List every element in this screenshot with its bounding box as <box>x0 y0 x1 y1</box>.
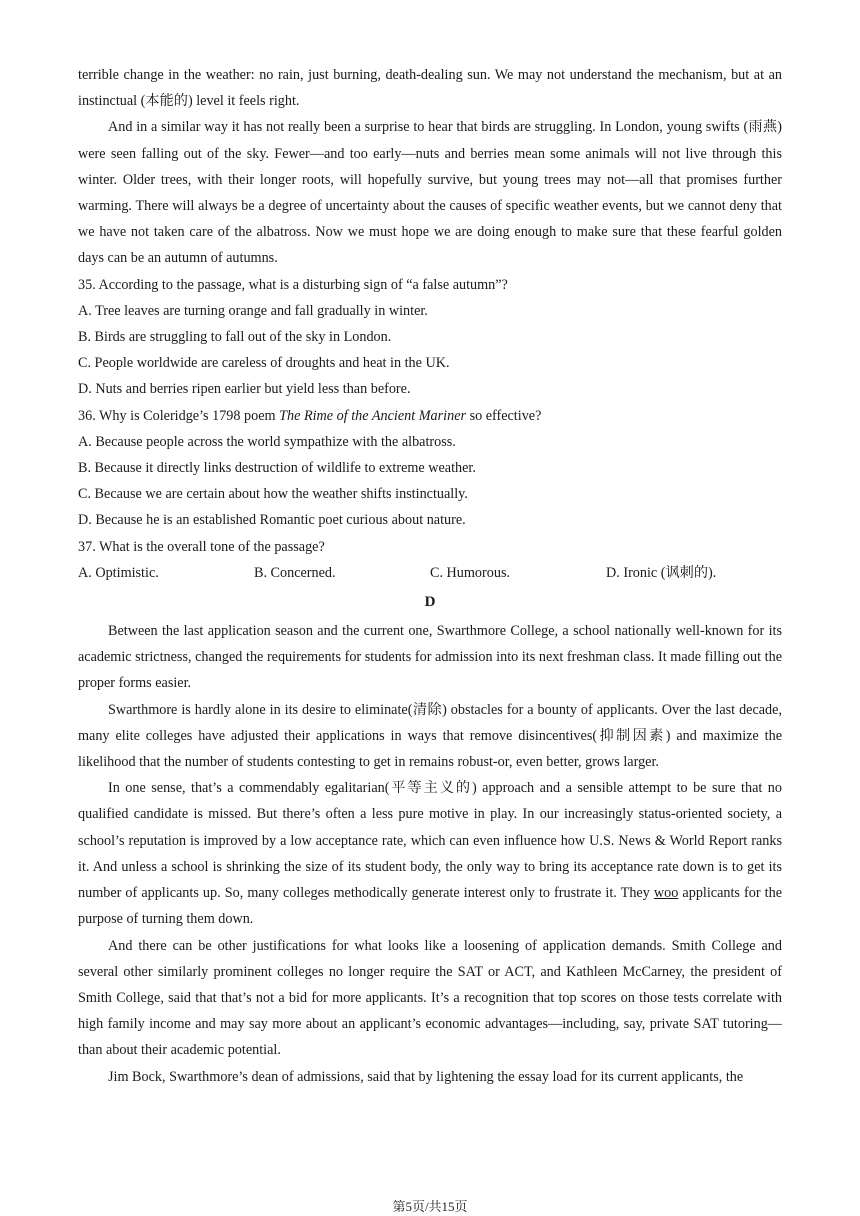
question-35-option-c: C. People worldwide are careless of droughts and heat in the UK. <box>78 355 450 372</box>
question-36-option-d: D. Because he is an established Romantic poet curious about nature. <box>78 512 466 529</box>
passage-d-paragraph-5: Jim Bock, Swarthmore’s dean of admissions, said that by lightening the essay load for its current applicants, the <box>108 1068 744 1085</box>
question-36-stem-post: so effective? <box>466 407 542 424</box>
passage-c-paragraph: terrible change in the weather: no rain, just burning, death-dealing sun. We may not understand the mechanism, but at an instinctual (本能的) level it feels right. <box>78 67 782 110</box>
question-36-option-a: A. Because people across the world sympathize with the albatross. <box>78 433 456 450</box>
question-37-option-d: D. Ironic (讽刺的). <box>606 564 717 581</box>
question-37-options <box>78 560 782 586</box>
poem-title: The Rime of the Ancient Mariner <box>279 407 467 424</box>
question-36-stem-pre: 36. Why is Coleridge’s 1798 poem <box>78 407 280 424</box>
question-37-option-c: C. Humorous. <box>430 564 511 581</box>
passage-c-paragraph: And in a similar way it has not really been a surprise to hear that birds are struggling. In London, young swifts (雨燕) were seen falling out of the sky. Fewer—and too early—nuts and berries mean some animals will not live through this winter. Older trees, with their longer roots, will hopefully survive, but young trees may not—all that promises further warming. There will always be a degree of uncertainty about the causes of specific weather events, but we cannot deny that we have not taken care of the albatross. Now we must hope we are doing enough to make sure that these fearful golden days can be an autumn of autumns. <box>78 119 782 267</box>
question-35-option-d: D. Nuts and berries ripen earlier but yield less than before. <box>78 381 411 398</box>
question-35-stem: 35. According to the passage, what is a disturbing sign of “a false autumn”? <box>78 276 508 293</box>
passage-d-paragraph-3-text: In one sense, that’s a commendably egalitarian(平等主义的) approach and a sensible attempt to be sure that no qualified candidate is missed. But there’s often a less pure motive in play. In our increasingly status-oriented society, a school’s reputation is improved by a low acceptance rate, which can even influence how U.S. News & World Report ranks it. And unless a school is shrinking the size of its student body, the only way to bring its acceptance rate down is to get its number of applicants up. So, many colleges methodically generate interest only to frustrate it. They <box>78 780 782 902</box>
question-35-option-a: A. Tree leaves are turning orange and fall gradually in winter. <box>78 302 428 319</box>
page-number: 第5页/共15页 <box>392 1199 468 1214</box>
passage-d-paragraph-3 <box>78 775 782 932</box>
question-36-option-c: C. Because we are certain about how the weather shifts instinctually. <box>78 486 468 503</box>
passage-d-paragraph-4: And there can be other justifications for what looks like a loosening of application demands. Smith College and several other similarly prominent colleges no longer require the SAT or ACT, and Kathleen McCarney, the president of Smith College, said that that’s not a bid for more applicants. It’s a recognition that top scores on those tests correlate with high family income and may say more about an applicant’s economic advantages—including, say, private SAT tutoring—than about their academic potential. <box>78 937 782 1059</box>
passage-d-paragraph-1: Between the last application season and the current one, Swarthmore College, a school nationally well-known for its academic strictness, changed the requirements for students for admission into its next freshman class. It made filling out the proper forms easier. <box>78 623 782 692</box>
question-37-option-a: A. Optimistic. <box>78 564 159 581</box>
passage-d-paragraph-2: Swarthmore is hardly alone in its desire to eliminate(清除) obstacles for a bounty of applicants. Over the last decade, many elite colleges have adjusted their applications in ways that remove disincentives(抑制因素) and maximize the likelihood that the number of students contesting to get in remains robust-or, even better, grows larger. <box>78 701 782 771</box>
passage-d-paragraph-3-end: applicants for the purpose of turning them down. <box>78 885 782 928</box>
document-page <box>78 62 782 1090</box>
section-heading: D <box>424 594 436 611</box>
underlined-word: woo <box>653 885 679 902</box>
question-37-option-b: B. Concerned. <box>254 564 336 581</box>
question-37-stem: 37. What is the overall tone of the passage? <box>78 538 325 555</box>
question-36-option-b: B. Because it directly links destruction of wildlife to extreme weather. <box>78 460 476 477</box>
question-35-option-b: B. Birds are struggling to fall out of the sky in London. <box>78 329 392 346</box>
question-36-stem <box>78 403 782 429</box>
